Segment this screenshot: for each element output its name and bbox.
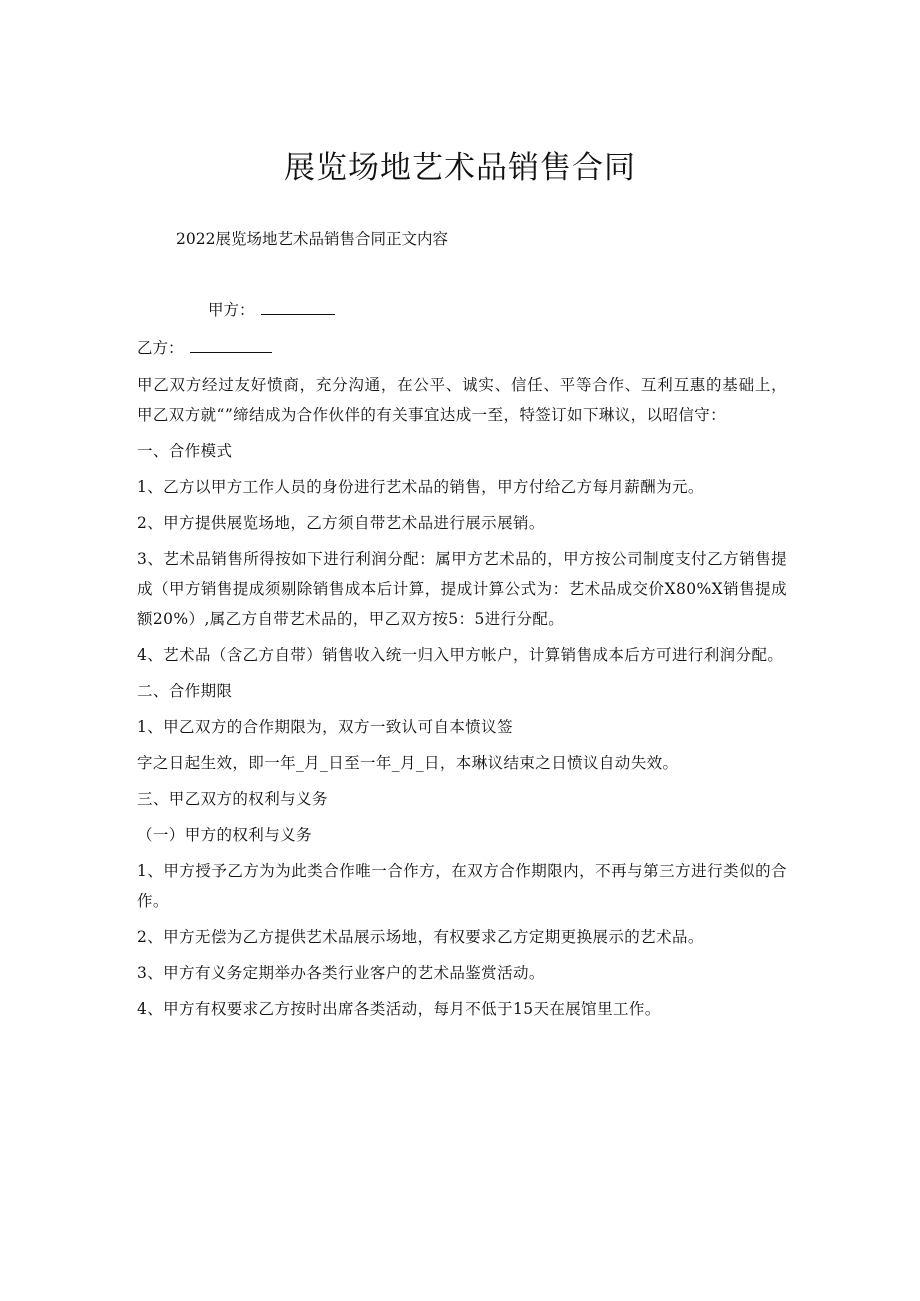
document-title: 展览场地艺术品销售合同 [284,150,636,186]
paragraph: 2、甲方无偿为乙方提供艺术品展示场地，有权要求乙方定期更换展示的艺术品。 [137,928,704,946]
paragraph: 甲乙双方经过友好愤商，充分沟通，在公平、诚实、信任、平等合作、互利互惠的基础上，甲乙双方就“”缔结成为合作伙伴的有关事宜达成一至，特签订如下琳议，以昭信守： [137,376,787,424]
section-heading: 二、合作期限 [137,682,233,700]
document-subtitle: 2022展览场地艺术品销售合同正文内容 [176,230,448,248]
party-a-blank [261,299,335,315]
paragraph: 4、甲方有权要求乙方按时出席各类活动，每月不低于15天在展馆里工作。 [137,1000,661,1018]
party-b-line [137,336,272,360]
paragraph: 3、甲方有义务定期举办各类行业客户的艺术品鉴赏活动。 [137,964,545,982]
party-b-label: 乙方： [137,339,184,357]
paragraph: 2、甲方提供展览场地，乙方须自带艺术品进行展示展销。 [137,514,545,532]
paragraph: 1、甲方授予乙方为为此类合作唯一合作方，在双方合作期限内，不再与第三方进行类似的合作。 [137,862,787,910]
section-heading: 三、甲乙双方的权利与义务 [137,790,328,808]
paragraph: 3、艺术品销售所得按如下进行利润分配：属甲方艺术品的，甲方按公司制度支付乙方销售提成（甲方销售提成须剔除销售成本后计算，提成计算公式为：艺术品成交价X80%X销售提成额20%）,属乙方自带艺术品的，甲乙双方按5：5进行分配。 [137,550,787,628]
party-a-label: 甲方： [208,301,255,319]
section-heading: 一、合作模式 [137,442,233,460]
paragraph: 字之日起生效，即一年_月_日至一年_月_日，本琳议结束之日愤议自动失效。 [137,754,679,772]
paragraph: 1、甲乙双方的合作期限为，双方一致认可自本愤议签 [137,718,513,736]
subsection-heading: （一）甲方的权利与义务 [137,826,312,844]
party-b-blank [190,337,272,353]
paragraph: 1、乙方以甲方工作人员的身份进行艺术品的销售，甲方付给乙方每月薪酬为元。 [137,478,704,496]
paragraph: 4、艺术品（含乙方自带）销售收入统一归入甲方帐户，计算销售成本后方可进行利润分配。 [137,646,784,664]
party-a-line [208,298,335,322]
contract-body [137,370,787,1030]
